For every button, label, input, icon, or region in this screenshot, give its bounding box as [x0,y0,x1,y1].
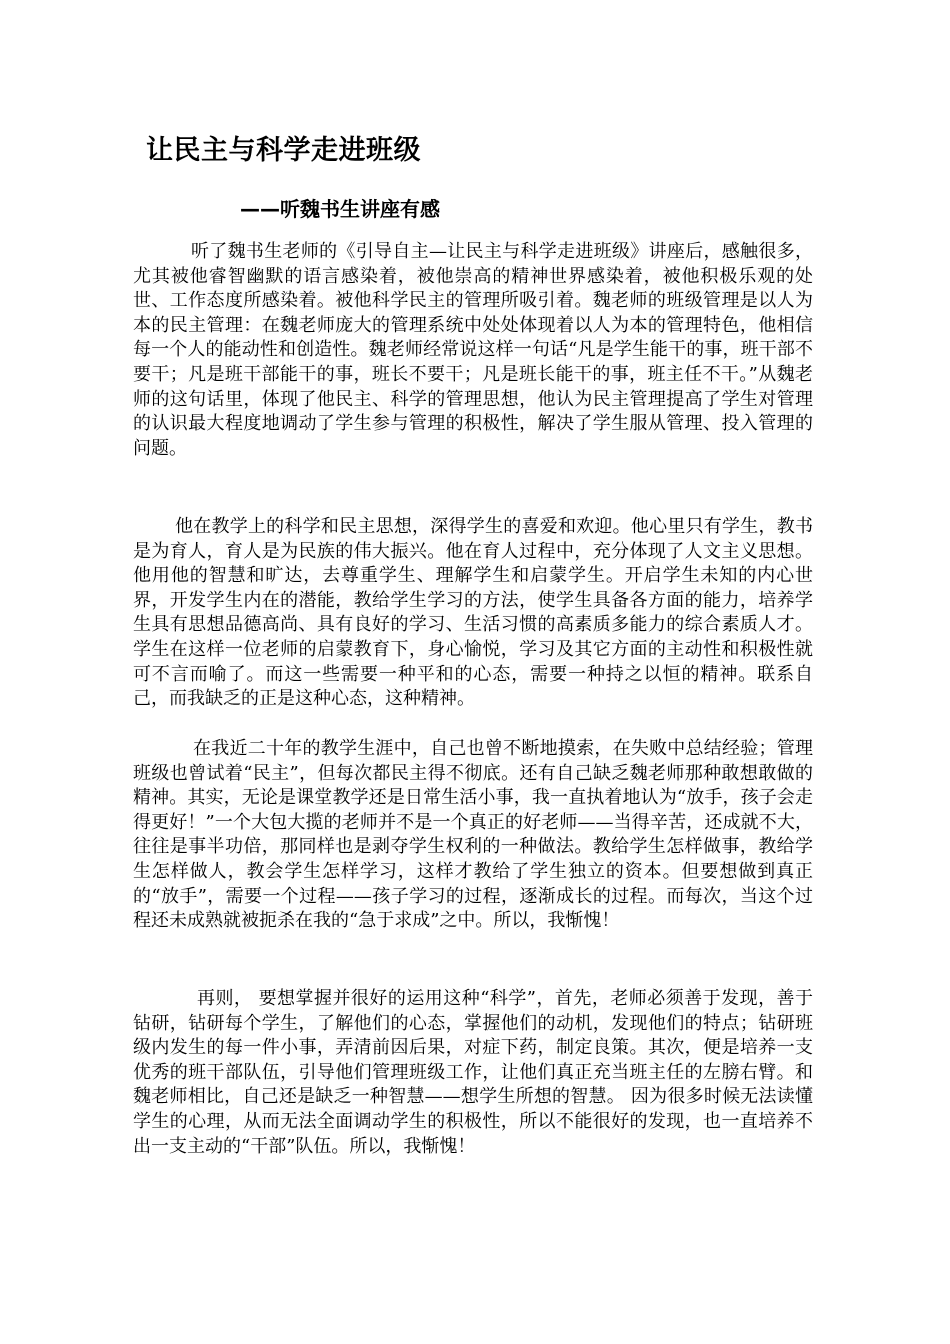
paragraph-3: 在我近二十年的教学生涯中，自己也曾不断地摸索，在失败中总结经验；管理班级也曾试着“民主”，但每次都民主得不彻底。还有自己缺乏魏老师那种敢想敢做的精神。其实，无论是课堂教学还是日常生活小事，我一直执着地认为“放手，孩子会走得更好！”一个大包大揽的老师并不是一个真正的好老师——当得辛苦，还成就不大，往往是事半功倍，那同样也是剥夺学生权利的一种做法。教给学生怎样做事，教给学生怎样做人，教会学生怎样学习，这样才教给了学生独立的资本。但要想做到真正的“放手”，需要一个过程——孩子学习的过程，逐渐成长的过程。而每次，当这个过程还未成熟就被扼杀在我的“急于求成”之中。所以，我惭愧！ [133,738,813,932]
paragraph-2: 他在教学上的科学和民主思想，深得学生的喜爱和欢迎。他心里只有学生，教书是为育人，育人是为民族的伟大振兴。他在育人过程中，充分体现了人文主义思想。他用他的智慧和旷达，去尊重学生、理解学生和启蒙学生。开启学生未知的内心世界，开发学生内在的潜能，教给学生学习的方法，使学生具备各方面的能力，培养学生具有思想品德高尚、具有良好的学习、生活习惯的高素质多能力的综合素质人才。学生在这样一位老师的启蒙教育下，身心愉悦，学习及其它方面的主动性和积极性就可不言而喻了。而这一些需要一种平和的心态，需要一种持之以恒的精神。联系自己，而我缺乏的正是这种心态，这种精神。 [133,516,813,710]
paragraph-1: 听了魏书生老师的《引导自主—让民主与科学走进班级》讲座后，感触很多，尤其被他睿智幽默的语言感染着，被他崇高的精神世界感染着，被他积极乐观的处世、工作态度所感染着。被他科学民主的管理所吸引着。魏老师的班级管理是以人为本的民主管理：在魏老师庞大的管理系统中处处体现着以人为本的管理特色，他相信每一个人的能动性和创造性。魏老师经常说这样一句话“凡是学生能干的事，班干部不要干；凡是班干部能干的事，班长不要干；凡是班长能干的事，班主任不干。”从魏老师的这句话里，体现了他民主、科学的管理思想，他认为民主管理提高了学生对管理的认识最大程度地调动了学生参与管理的积极性，解决了学生服从管理、投入管理的问题。 [133,241,813,459]
document-subtitle: ——听魏书生讲座有感 [240,197,440,221]
paragraph-4: 再则， 要想掌握并很好的运用这种“科学”，首先，老师必须善于发现，善于钻研，钻研每个学生，了解他们的心态，掌握他们的动机，发现他们的特点；钻研班级内发生的每一件小事，弄清前因后果，对症下药，制定良策。其次，便是培养一支优秀的班干部队伍，引导他们管理班级工作，让他们真正充当班主任的左膀右臂。和魏老师相比，自己还是缺乏一种智慧——想学生所想的智慧。 因为很多时候无法读懂学生的心理，从而无法全面调动学生的积极性，所以不能很好的发现，也一直培养不出一支主动的“干部”队伍。所以，我惭愧！ [133,988,813,1157]
document-title: 让民主与科学走进班级 [146,135,421,166]
